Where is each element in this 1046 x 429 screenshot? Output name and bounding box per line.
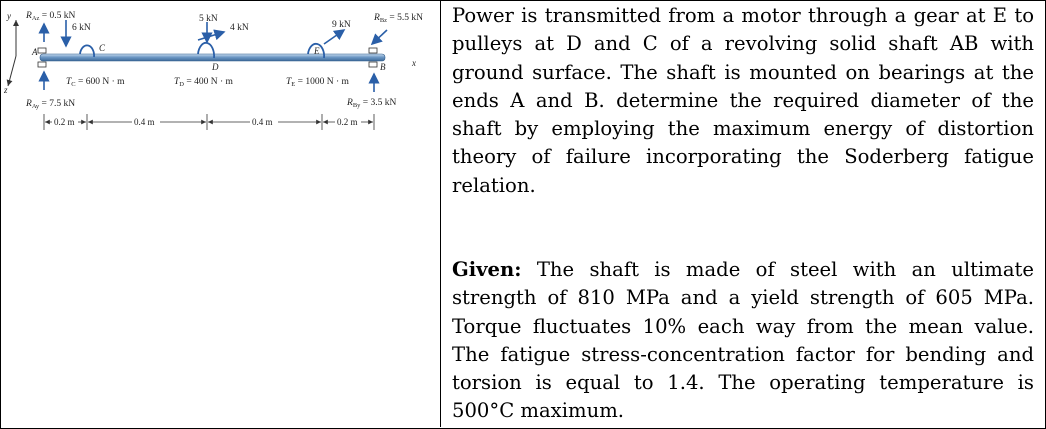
point-a-label: A bbox=[32, 47, 38, 57]
rby-label: $R_{By} = 3.5$ kN bbox=[347, 98, 397, 109]
axis-x-label: x bbox=[412, 58, 416, 68]
point-d-label: D bbox=[212, 62, 219, 72]
reaction-rbz-arrow bbox=[372, 30, 387, 44]
shaft-figure bbox=[2, 2, 438, 152]
load-4kn-arrow bbox=[198, 32, 224, 40]
given-section bbox=[452, 256, 1034, 426]
axis-y-label: y bbox=[7, 11, 11, 21]
point-b-label: B bbox=[380, 62, 386, 72]
column-divider bbox=[440, 0, 441, 427]
ray-label: $R_{Ay} = 7.5$ kN bbox=[26, 99, 76, 110]
load-9kn-arrow bbox=[324, 30, 344, 44]
td-label: $T_D = 400$ N · m bbox=[174, 77, 233, 88]
dim-0-2m-right: 0.2 m bbox=[337, 117, 358, 127]
rbz-label: $R_{Bz} = 5.5$ kN bbox=[374, 13, 424, 24]
load-9kn-label: 9 kN bbox=[332, 20, 351, 30]
load-5kn-label: 5 kN bbox=[199, 14, 218, 24]
point-c-label: C bbox=[99, 43, 106, 53]
given-label: Given: bbox=[452, 258, 522, 281]
problem-statement: Power is transmitted from a motor through a gear at E to pulleys at D and C of a revolving solid shaft AB with ground surface. The shaft is mounted on bearings at the ends A and B. determine the required diameter of the shaft by employing the maximum energy of distortion theory of failure incorporating the Soderberg fatigue relation. bbox=[452, 4, 1034, 197]
axis-z-label: z bbox=[4, 85, 8, 95]
dimension-line bbox=[44, 114, 374, 130]
shaft-diagram bbox=[2, 2, 438, 152]
load-4kn-label: 4 kN bbox=[230, 23, 249, 33]
given-text: The shaft is made of steel with an ultimate strength of 810 MPa and a yield strength of 605 MPa. Torque fluctuates 10% each way from the mean value. The fatigue stress-concentration factor for bending and torsion is equal to 1.4. The operating temperature is 500°C maximum. bbox=[452, 258, 1034, 423]
shaft bbox=[40, 54, 385, 61]
point-e-label: E bbox=[314, 46, 320, 56]
te-label: $T_E = 1000$ N · m bbox=[286, 77, 349, 88]
dim-0-2m-left: 0.2 m bbox=[54, 117, 75, 127]
tc-label: $T_C = 600$ N · m bbox=[66, 77, 125, 88]
dim-0-4m-left: 0.4 m bbox=[134, 117, 155, 127]
raz-label: $R_{Az} = 0.5$ kN bbox=[26, 11, 76, 22]
dim-0-4m-right: 0.4 m bbox=[252, 117, 273, 127]
load-6kn-label: 6 kN bbox=[72, 23, 91, 33]
